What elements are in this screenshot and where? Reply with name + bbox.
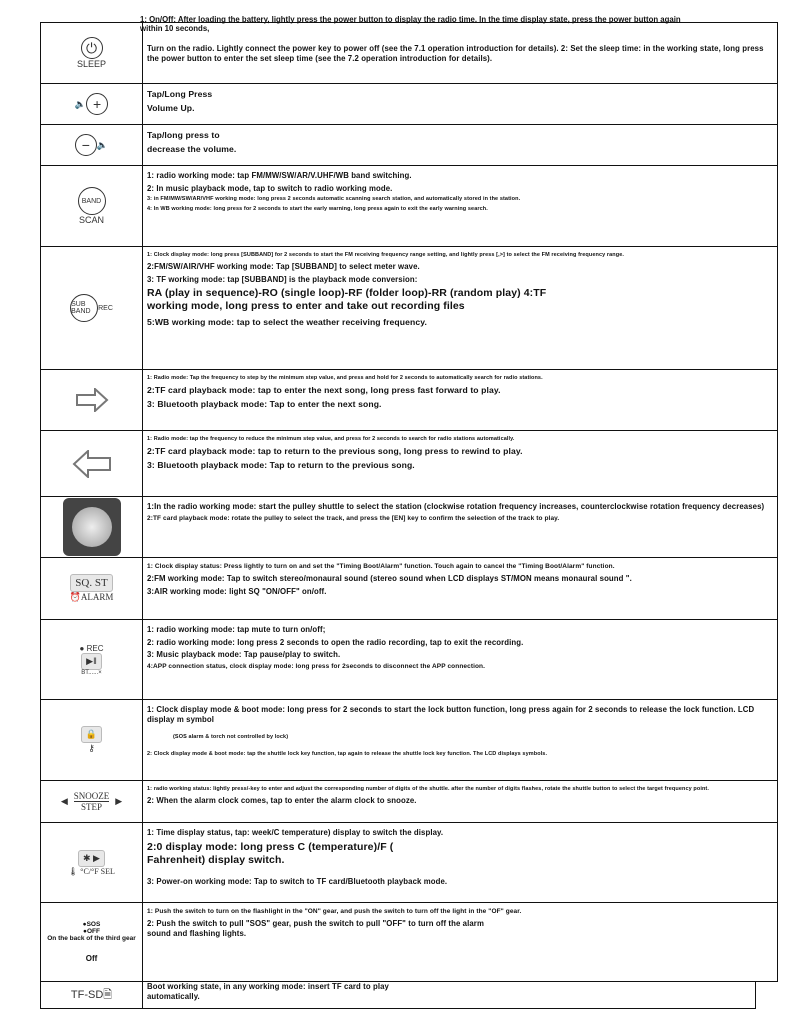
row-tuning <box>40 497 778 558</box>
band-scan-icon <box>41 166 143 246</box>
row-lock <box>40 700 778 781</box>
row-text: 2: When the alarm clock comes, tap to enter the alarm clock to snooze. <box>147 795 417 805</box>
play-pause-icon: ▶‖ <box>81 653 102 670</box>
row-prev <box>40 431 778 497</box>
subband-label: SUB BAND <box>70 294 98 322</box>
row-text: 1: radio working mode: tap FM/MW/SW/AR/V.UHF/WB band switching. <box>147 171 412 180</box>
power-icon: ⏻ <box>81 37 103 59</box>
arrow-right-icon <box>41 370 143 430</box>
row-text: 5:WB working mode: tap to select the weather receiving frequency. <box>147 316 427 327</box>
row-1-line-1: 1: On/Off: After loading the battery, lightly press the power button to display the radio time. In the time display state, press the power button again within 10 seconds, <box>140 15 681 33</box>
row-sq-st <box>40 558 778 620</box>
row-text: 4:APP connection status, clock display mode: long press for 2seconds to disconnect the APP connection. <box>147 663 486 671</box>
row-text: 1: Clock display status: Press lightly to turn on and set the "Timing Boot/Alarm" function. Touch again to cancel the "Timing Boot/Alarm" function. <box>147 563 615 570</box>
row-text: 1:In the radio working mode: start the pulley shuttle to select the station (clockwise rotation frequency increases, counterclockwise rotation frequency decreases) <box>147 502 765 511</box>
row-text: 1: Radio mode: Tap the frequency to step by the minimum step value, and press and hold for 2 seconds to automatically search for radio stations. <box>147 375 543 381</box>
row-text: Volume Up. <box>147 102 195 113</box>
lock-key-icon: 🔒 ⚷ <box>41 700 143 780</box>
row-text: RA (play in sequence)-RO (single loop)-RF (folder loop)-RR (random play) 4:TF working mode, long press to enter and take out recording files <box>147 287 547 313</box>
row-band <box>40 166 778 247</box>
volume-up-icon: 🔈 + <box>41 84 143 124</box>
row-subband <box>40 247 778 370</box>
row-text: 1: Time display status, tap: week/C temperature) display to switch the display. <box>147 828 444 837</box>
arrow-left-icon <box>41 431 143 496</box>
row-text: 3: Bluetooth playback mode: Tap to return to the previous song. <box>147 459 415 470</box>
row-text: Tap/Long Press <box>147 89 213 99</box>
icon-cell <box>41 23 143 83</box>
step-label: STEP <box>80 802 102 812</box>
off-label: ●OFF <box>83 928 100 935</box>
row-text: 3: Music playback mode: Tap pause/play to switch. <box>147 650 341 660</box>
row-next <box>40 370 778 431</box>
switch-note: On the back of the third gear <box>47 935 136 942</box>
row-text: 3:AIR working mode: light SQ "ON/OFF" on/off. <box>147 586 327 596</box>
row-text: 2: Clock display mode & boot mode: tap the shuttle lock key function, tap again to release the shuttle lock key function. The LCD displays symbols. <box>147 751 548 758</box>
sq-st-label: SQ. ST <box>70 574 112 592</box>
band-label: BAND <box>78 187 106 215</box>
row-text: 2:FM working mode: Tap to switch stereo/monaural sound (stereo sound when LCD displays ST/MON means monaural sound ". <box>147 574 632 584</box>
snooze-step-icon: ◀ SNOOZE STEP ▶ <box>41 781 143 822</box>
sleep-label: SLEEP <box>76 59 107 69</box>
temp-sel-label: °C/°F SEL <box>80 866 115 876</box>
row-text: 2:0 display mode: long press C (temperature)/F ( Fahrenheit) display switch. <box>147 840 394 866</box>
row-text: 1: Clock display mode: long press [SUBBAND] for 2 seconds to start the FM receiving frequency range setting, and lightly press [,>] to select the FM receiving frequency range. <box>147 252 625 258</box>
row-text: 2: radio working mode: long press 2 seconds to open the radio recording, tap to exit the recording. <box>147 637 524 647</box>
row-power <box>40 23 778 84</box>
row-text: 1: Radio mode: tap the frequency to reduce the minimum step value, and press for 2 seconds to search for radio stations automatically. <box>147 436 515 442</box>
row-text: 2:TF card playback mode: tap to enter the next song, long press fast forward to play. <box>147 384 501 395</box>
function-table <box>40 22 778 1009</box>
row-text: 2:FM/SW/AIR/VHF working mode: Tap [SUBBAND] to select meter wave. <box>147 261 420 271</box>
row-text: 2:TF card playback mode: rotate the pulley to select the track, and press the [EN] key to confirm the selection of the track to play. <box>147 514 560 522</box>
bt-label: BT......× <box>81 669 102 676</box>
row-text: 2: Push the switch to pull "SOS" gear, push the switch to pull "OFF" to turn off the alarm sound and flashing lights. <box>147 919 484 938</box>
row-sos-switch <box>40 903 778 982</box>
row-text: Turn on the radio. Lightly connect the power key to power off (see the 7.1 operation introduction for details). 2: Set the sleep time: in the working state, long press the power button to enter the set sleep time (see the 7.2 operation introduction for details). <box>147 44 764 63</box>
row-text: 4: In WB working mode: long press for 2 seconds to start the early warning, long press again to exit the early warning search. <box>147 206 488 213</box>
volume-down-icon: − 🔈 <box>41 125 143 165</box>
row-text: Boot working state, in any working mode: insert TF card to play automatically. <box>147 982 389 1001</box>
sos-switch-icon <box>41 903 143 981</box>
row-text: 3: in FM/MW/SW/AR/VHF working mode: long press 2 seconds automatic scanning search station, and automatically stored in the station. <box>147 196 521 203</box>
row-text: 1: radio working mode: tap mute to turn on/off; <box>147 625 326 634</box>
row-volume-up <box>40 84 778 125</box>
scan-label: SCAN <box>78 215 104 225</box>
row-text: 1: Clock display mode & boot mode: long press for 2 seconds to start the lock button function, long press again for 2 seconds to release the lock function. LCD display m symbol <box>147 705 755 724</box>
row-snooze <box>40 781 778 823</box>
subband-rec-icon <box>41 247 143 369</box>
row-text: 3: Power-on working mode: Tap to switch to TF card/Bluetooth playback mode. <box>147 876 448 886</box>
tf-sd-icon: TF-SD 🗎 <box>41 982 143 1008</box>
sos-label: ●SOS <box>82 921 101 928</box>
row-text: (SOS alarm & torch not controlled by lock) <box>173 734 289 741</box>
tuning-knob-icon <box>41 497 143 557</box>
row-text: 2: In music playback mode, tap to switch to radio working mode. <box>147 183 393 193</box>
rec-label: REC <box>98 304 113 312</box>
row-text: 1: Push the switch to turn on the flashlight in the "ON" gear, and push the switch to turn off the light in the "OF" gear. <box>147 908 522 915</box>
row-temperature <box>40 823 778 903</box>
snooze-label: SNOOZE <box>73 791 110 801</box>
row-text: decrease the volume. <box>147 143 237 154</box>
row-tf-card <box>40 982 756 1009</box>
row-text: Tap/long press to <box>147 130 220 140</box>
row-text: 1: radio working status: lightly press/-key to enter and adjust the corresponding number of digits of the shuttle. after the number of digits flashes, rotate the shuttle button to select the target frequency point. <box>147 786 709 792</box>
sq-st-alarm-icon: SQ. ST ⏰ALARM <box>41 558 143 619</box>
bluetooth-temperature-icon: ✱ ▶ 🌡 °C/°F SEL <box>41 823 143 902</box>
alarm-label: ALARM <box>80 592 114 602</box>
row-text: 3: TF working mode: tap [SUBBAND] is the playback mode conversion: <box>147 274 418 284</box>
tf-sd-label: TF-SD <box>70 989 104 1001</box>
row-rec-play <box>40 620 778 700</box>
row-text: 3: Bluetooth playback mode: Tap to enter the next song. <box>147 398 382 409</box>
off-gear-label: Off <box>85 954 98 963</box>
row-text: 2:TF card playback mode: tap to return to the previous song, long press to rewind to play. <box>147 445 523 456</box>
rec-label: REC <box>86 643 104 653</box>
rec-play-icon: ● REC ▶‖ BT......× <box>41 620 143 699</box>
row-volume-down <box>40 125 778 166</box>
